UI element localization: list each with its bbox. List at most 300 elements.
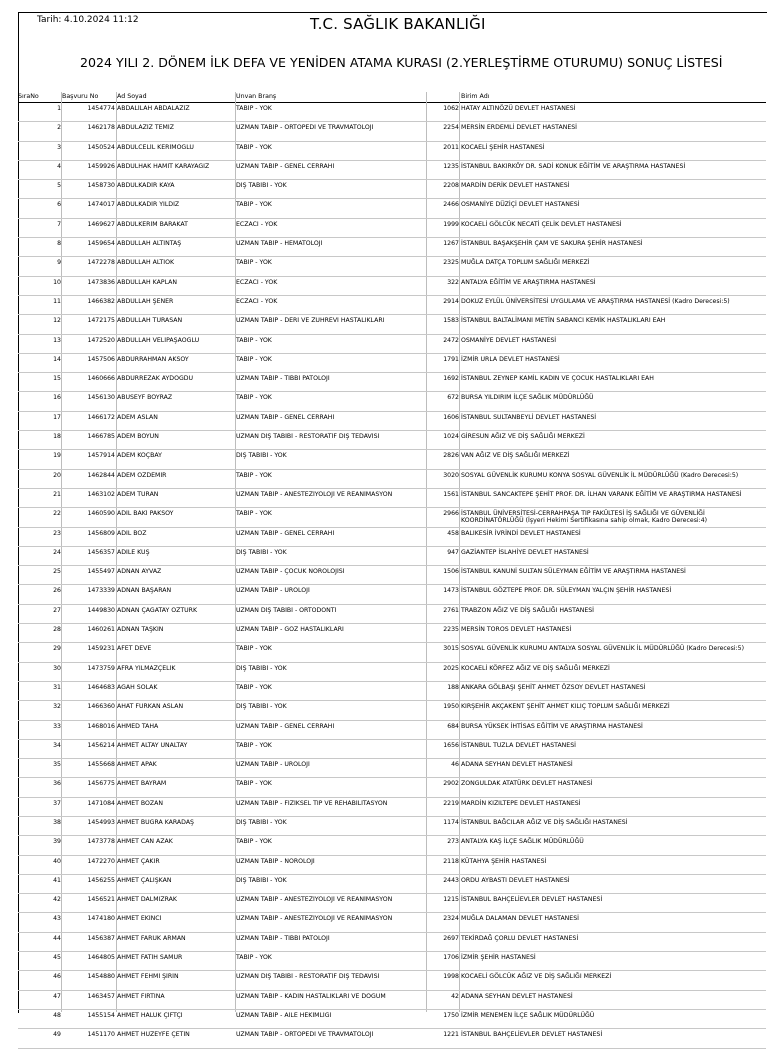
- birim-kodu-cell: 322: [447, 278, 459, 286]
- birim-adi-cell: VAN AĞIZ VE DİŞ SAĞLIĞI MERKEZİ: [461, 452, 570, 460]
- birim-kodu-cell: 2443: [443, 876, 459, 884]
- ad-soyad-cell: ADEM ÖZDEMİR: [117, 471, 167, 479]
- unvan-brans-cell: UZMAN TABİP - GÖZ HASTALIKLARI: [236, 626, 344, 634]
- basvuru-no-cell: 1456357: [87, 548, 115, 556]
- basvuru-no-cell: 1456521: [87, 896, 115, 904]
- sira-no-cell: 10: [53, 278, 61, 286]
- unvan-brans-cell: TABİP - YOK: [236, 259, 272, 267]
- table-row: [18, 721, 766, 740]
- birim-adi-cell: OSMANİYE DEVLET HASTANESİ: [461, 336, 557, 344]
- ad-soyad-cell: ABUSEYF BOYRAZ: [117, 394, 173, 402]
- unvan-brans-cell: TABİP - YOK: [236, 954, 272, 962]
- table-row: [18, 489, 766, 508]
- birim-adi-cell: İZMİR MENEMEN İLÇE SAĞLIK MÜDÜRLÜĞÜ: [461, 1011, 595, 1019]
- table-row: [18, 392, 766, 411]
- ad-soyad-cell: AHMET APAK: [117, 761, 157, 769]
- ad-soyad-cell: AHMET ÇALIŞKAN: [117, 876, 172, 884]
- ad-soyad-cell: ADEM KOÇBAY: [117, 452, 162, 460]
- unvan-brans-cell: UZMAN TABİP - KADIN HASTALIKLARI VE DOĞUM: [236, 992, 386, 1000]
- table-row: [18, 354, 766, 373]
- basvuru-no-cell: 1449830: [87, 606, 115, 614]
- sira-no-cell: 23: [53, 529, 61, 537]
- birim-kodu-cell: 672: [447, 394, 459, 402]
- table-row: [18, 161, 766, 180]
- ad-soyad-cell: ABDULLAH ALTIOK: [117, 259, 175, 267]
- birim-kodu-cell: 2324: [443, 915, 459, 923]
- ad-soyad-cell: AHMET FARUK ARMAN: [117, 934, 186, 942]
- basvuru-no-cell: 1473836: [87, 278, 115, 286]
- ad-soyad-cell: AHMET EKİNCİ: [117, 915, 162, 923]
- birim-kodu-cell: 1706: [443, 954, 459, 962]
- birim-kodu-cell: 1235: [443, 162, 459, 170]
- basvuru-no-cell: 1466172: [87, 413, 115, 421]
- birim-kodu-cell: 2219: [443, 799, 459, 807]
- birim-adi-cell: İSTANBUL BAHÇELİEVLER DEVLET HASTANESİ: [461, 896, 603, 904]
- unvan-brans-cell: DİŞ TABİBİ - YOK: [236, 703, 287, 711]
- unvan-brans-cell: UZMAN TABİP - ANESTEZİYOLOJİ VE REANİMASYON: [236, 915, 393, 923]
- sira-no-cell: 25: [53, 568, 61, 576]
- birim-adi-cell: İSTANBUL BAŞAKŞEHİR ÇAM VE SAKURA ŞEHİR HASTANESİ: [461, 240, 643, 248]
- birim-adi-cell: KIRŞEHİR AKÇAKENT ŞEHİT AHMET KILIÇ TOPLUM SAĞLIĞI MERKEZİ: [461, 703, 670, 711]
- unvan-brans-cell: UZMAN TABİP - ORTOPEDİ VE TRAVMATOLOJİ: [236, 124, 374, 132]
- birim-adi-cell: ANTALYA EĞİTİM VE ARAŞTIRMA HASTANESİ: [461, 278, 596, 286]
- birim-kodu-cell: 2118: [443, 857, 459, 865]
- table-row: [18, 740, 766, 759]
- unvan-brans-cell: TABİP - YOK: [236, 336, 272, 344]
- birim-kodu-cell: 1024: [443, 433, 459, 441]
- basvuru-no-cell: 1456809: [87, 529, 115, 537]
- unvan-brans-cell: UZMAN DİŞ TABİBİ - ORTODONTİ: [236, 606, 337, 614]
- table-row: [18, 199, 766, 218]
- sira-no-cell: 43: [53, 915, 61, 923]
- birim-adi-cell: MARDİN DERİK DEVLET HASTANESİ: [461, 182, 570, 190]
- unvan-brans-cell: UZMAN TABİP - TIBBİ PATOLOJİ: [236, 375, 330, 383]
- ad-soyad-cell: AHMET BOZAN: [117, 799, 163, 807]
- birim-kodu-cell: 1174: [443, 818, 459, 826]
- basvuru-no-cell: 1463102: [87, 490, 115, 498]
- basvuru-no-cell: 1454880: [87, 973, 115, 981]
- basvuru-no-cell: 1456214: [87, 741, 115, 749]
- birim-adi-cell: İSTANBUL BAHÇELİEVLER DEVLET HASTANESİ: [461, 1031, 603, 1039]
- unvan-brans-cell: UZMAN TABİP - DERİ VE ZÜHREVİ HASTALIKLARI: [236, 317, 385, 325]
- ad-soyad-cell: AHMET BUĞRA KARADAŞ: [117, 818, 194, 826]
- unvan-brans-cell: UZMAN TABİP - ÜROLOJİ: [236, 587, 310, 595]
- unvan-brans-cell: TABİP - YOK: [236, 510, 272, 518]
- table-row: [18, 605, 766, 624]
- birim-kodu-cell: 2025: [443, 664, 459, 672]
- ad-soyad-cell: ABDULHAK HAMİT KARAYAĞIZ: [117, 162, 210, 170]
- birim-kodu-cell: 1791: [443, 355, 459, 363]
- basvuru-no-cell: 1456130: [87, 394, 115, 402]
- birim-kodu-cell: 1583: [443, 317, 459, 325]
- sira-no-cell: 1: [57, 105, 61, 112]
- table-row: [18, 663, 766, 682]
- table-row: [18, 296, 766, 315]
- ad-soyad-cell: AHMET CAN AZAK: [117, 838, 173, 846]
- basvuru-no-cell: 1451170: [87, 1031, 115, 1039]
- sira-no-cell: 16: [53, 394, 61, 402]
- unvan-brans-cell: UZMAN TABİP - ANESTEZİYOLOJİ VE REANİMASYON: [236, 896, 393, 904]
- unvan-brans-cell: TABİP - YOK: [236, 143, 272, 151]
- ad-soyad-cell: AFET DEVE: [117, 645, 152, 653]
- ad-soyad-cell: ADİL BAKİ PAKSOY: [117, 510, 174, 518]
- birim-adi-cell: MUĞLA DATÇA TOPLUM SAĞLIĞI MERKEZİ: [461, 259, 590, 267]
- birim-adi-cell: SOSYAL GÜVENLİK KURUMU ANTALYA SOSYAL GÜVENLİK İL MÜDÜRLÜĞÜ (Kadro Derecesi:5): [461, 645, 744, 653]
- table-row: [18, 142, 766, 161]
- ad-soyad-cell: ABDULLAH ŞENER: [117, 297, 174, 305]
- ad-soyad-cell: AGAH SOLAK: [117, 683, 158, 691]
- sira-no-cell: 2: [57, 124, 61, 132]
- table-row: [18, 778, 766, 797]
- table-row: [18, 585, 766, 604]
- birim-kodu-cell: 1215: [443, 896, 459, 904]
- sira-no-cell: 49: [53, 1031, 61, 1039]
- unvan-brans-cell: TABİP - YOK: [236, 201, 272, 209]
- ad-soyad-cell: ADNAN AYVAZ: [117, 568, 162, 576]
- basvuru-no-cell: 1457506: [87, 355, 115, 363]
- sira-no-cell: 29: [53, 645, 61, 653]
- birim-adi-cell: MERSİN TOROS DEVLET HASTANESİ: [461, 626, 572, 634]
- table-row: [18, 470, 766, 489]
- sira-no-cell: 6: [57, 201, 61, 209]
- table-row: [18, 508, 766, 527]
- basvuru-no-cell: 1460666: [87, 375, 115, 383]
- birim-kodu-cell: 2254: [443, 124, 459, 132]
- birim-adi-cell: İSTANBUL ÜNİVERSİTESİ-CERRAHPAŞA TIP FAKÜLTESİ İŞ SAĞLIĞI VE GÜVENLİĞİ KOORDİNATÖRLÜĞÜ (İşyeri Hekimi Sertifikasına sahip olmak, Kadro Derecesi:4): [461, 510, 708, 525]
- birim-kodu-cell: 1062: [443, 105, 459, 112]
- birim-adi-cell: ADANA SEYHAN DEVLET HASTANESİ: [461, 761, 573, 769]
- sira-no-cell: 20: [53, 471, 61, 479]
- basvuru-no-cell: 1469627: [87, 220, 115, 228]
- table-row: [18, 103, 766, 122]
- sira-no-cell: 9: [57, 259, 61, 267]
- basvuru-no-cell: 1457914: [87, 452, 115, 460]
- birim-kodu-cell: 684: [447, 722, 459, 730]
- birim-adi-cell: ORDU AYBASTI DEVLET HASTANESİ: [461, 876, 570, 884]
- ad-soyad-cell: ABDULAZİZ TEMİZ: [117, 124, 174, 132]
- table-row: [18, 566, 766, 585]
- basvuru-no-cell: 1472520: [87, 336, 115, 344]
- birim-kodu-cell: 2914: [443, 297, 459, 305]
- birim-kodu-cell: 273: [447, 838, 459, 846]
- sira-no-cell: 15: [53, 375, 61, 383]
- basvuru-no-cell: 1455154: [87, 1011, 115, 1019]
- birim-adi-cell: KOCAELİ GÖLCÜK NECATİ ÇELİK DEVLET HASTANESİ: [461, 220, 622, 228]
- basvuru-no-cell: 1473778: [87, 838, 115, 846]
- birim-adi-cell: ZONGULDAK ATATÜRK DEVLET HASTANESİ: [461, 780, 593, 788]
- ad-soyad-cell: ABDULKADİR KAYA: [117, 182, 175, 190]
- table-row: [18, 450, 766, 469]
- unvan-brans-cell: DİŞ TABİBİ - YOK: [236, 452, 287, 460]
- birim-adi-cell: BURSA YILDIRIM İLÇE SAĞLIK MÜDÜRLÜĞÜ: [461, 394, 594, 402]
- birim-kodu-cell: 2466: [443, 201, 459, 209]
- unvan-brans-cell: UZMAN TABİP - NÖROLOJİ: [236, 857, 315, 865]
- birim-adi-cell: ANKARA GÖLBAŞI ŞEHİT AHMET ÖZSOY DEVLET HASTANESİ: [461, 683, 646, 691]
- column-header-sira-no: SıraNo: [18, 93, 39, 100]
- unvan-brans-cell: ECZACI - YOK: [236, 278, 278, 286]
- birim-adi-cell: KOCAELİ ŞEHİR HASTANESİ: [461, 143, 545, 151]
- table-row: [18, 1010, 766, 1029]
- table-row: [18, 798, 766, 817]
- ad-soyad-cell: ABDULLAH TURASAN: [117, 317, 183, 325]
- sira-no-cell: 44: [53, 934, 61, 942]
- birim-adi-cell: ADANA SEYHAN DEVLET HASTANESİ: [461, 992, 573, 1000]
- birim-adi-cell: İSTANBUL BALTALİMANI METİN SABANCI KEMİK HASTALIKLARI EAH: [461, 317, 666, 325]
- birim-adi-cell: İZMİR URLA DEVLET HASTANESİ: [461, 355, 560, 363]
- basvuru-no-cell: 1460590: [87, 510, 115, 518]
- basvuru-no-cell: 1473339: [87, 587, 115, 595]
- table-header: [18, 92, 766, 103]
- birim-kodu-cell: 1656: [443, 741, 459, 749]
- birim-kodu-cell: 1998: [443, 973, 459, 981]
- birim-adi-cell: DOKUZ EYLÜL ÜNİVERSİTESİ UYGULAMA VE ARAŞTIRMA HASTANESİ (Kadro Derecesi:5): [461, 297, 730, 305]
- birim-kodu-cell: 42: [451, 992, 459, 1000]
- birim-adi-cell: HATAY ALTINÖZÜ DEVLET HASTANESİ: [461, 105, 576, 112]
- ad-soyad-cell: ABDURREZAK AYDOĞDU: [117, 375, 194, 383]
- birim-kodu-cell: 1692: [443, 375, 459, 383]
- birim-adi-cell: GİRESUN AĞIZ VE DİŞ SAĞLIĞI MERKEZİ: [461, 433, 585, 441]
- sira-no-cell: 39: [53, 838, 61, 846]
- birim-kodu-cell: 2761: [443, 606, 459, 614]
- birim-kodu-cell: 1950: [443, 703, 459, 711]
- table-row: [18, 643, 766, 662]
- sira-no-cell: 27: [53, 606, 61, 614]
- birim-adi-cell: TRABZON AĞIZ VE DİŞ SAĞLIĞI HASTANESİ: [461, 606, 595, 614]
- basvuru-no-cell: 1466785: [87, 433, 115, 441]
- table-row: [18, 412, 766, 431]
- unvan-brans-cell: DİŞ TABİBİ - YOK: [236, 876, 287, 884]
- ad-soyad-cell: ABDURRAHMAN AKSOY: [117, 355, 189, 363]
- table-row: [18, 933, 766, 952]
- unvan-brans-cell: DİŞ TABİBİ - YOK: [236, 548, 287, 556]
- ad-soyad-cell: AHMET BAYRAM: [117, 780, 167, 788]
- birim-kodu-cell: 1221: [443, 1031, 459, 1039]
- ad-soyad-cell: ADEM BOYUN: [117, 433, 159, 441]
- ad-soyad-cell: AHMET FIRTINA: [117, 992, 165, 1000]
- table-row: [18, 431, 766, 450]
- sira-no-cell: 17: [53, 413, 61, 421]
- birim-adi-cell: SOSYAL GÜVENLİK KURUMU KONYA SOSYAL GÜVENLİK İL MÜDÜRLÜĞÜ (Kadro Derecesi:5): [461, 471, 739, 479]
- unvan-brans-cell: TABİP - YOK: [236, 645, 272, 653]
- ad-soyad-cell: AHMET HALUK ÇİFTÇİ: [117, 1011, 183, 1019]
- ad-soyad-cell: ADİL BOZ: [117, 529, 147, 537]
- table-row: [18, 257, 766, 276]
- sira-no-cell: 42: [53, 896, 61, 904]
- birim-kodu-cell: 1506: [443, 568, 459, 576]
- sira-no-cell: 22: [53, 510, 61, 518]
- ad-soyad-cell: ABDULLAH VELİPAŞAOĞLU: [117, 336, 200, 344]
- unvan-brans-cell: TABİP - YOK: [236, 355, 272, 363]
- basvuru-no-cell: 1466360: [87, 703, 115, 711]
- sira-no-cell: 46: [53, 973, 61, 981]
- birim-kodu-cell: 1750: [443, 1011, 459, 1019]
- birim-adi-cell: İSTANBUL TUZLA DEVLET HASTANESİ: [461, 741, 576, 749]
- unvan-brans-cell: UZMAN TABİP - HEMATOLOJİ: [236, 240, 323, 248]
- basvuru-no-cell: 1455668: [87, 761, 115, 769]
- table-row: [18, 180, 766, 199]
- basvuru-no-cell: 1464683: [87, 683, 115, 691]
- basvuru-no-cell: 1466382: [87, 297, 115, 305]
- sira-no-cell: 3: [57, 143, 61, 151]
- basvuru-no-cell: 1458730: [87, 182, 115, 190]
- table-row: [18, 952, 766, 971]
- sira-no-cell: 7: [57, 220, 61, 228]
- ad-soyad-cell: ADNAN TAŞKIN: [117, 626, 164, 634]
- birim-kodu-cell: 2472: [443, 336, 459, 344]
- unvan-brans-cell: TABİP - YOK: [236, 683, 272, 691]
- basvuru-no-cell: 1462844: [87, 471, 115, 479]
- sira-no-cell: 13: [53, 336, 61, 344]
- unvan-brans-cell: UZMAN DİŞ TABİBİ - RESTORATİF DİŞ TEDAVİSİ: [236, 433, 380, 441]
- birim-adi-cell: MUĞLA DALAMAN DEVLET HASTANESİ: [461, 915, 579, 923]
- birim-kodu-cell: 46: [451, 761, 459, 769]
- birim-adi-cell: KOCAELİ GÖLCÜK AĞIZ VE DİŞ SAĞLIĞI MERKEZİ: [461, 973, 612, 981]
- birim-kodu-cell: 2966: [443, 510, 459, 518]
- birim-kodu-cell: 188: [447, 683, 459, 691]
- birim-adi-cell: İSTANBUL SANCAKTEPE ŞEHİT PROF. DR. İLHAN VARANK EĞİTİM VE ARAŞTIRMA HASTANESİ: [461, 490, 742, 498]
- table-row: [18, 219, 766, 238]
- column-header-ad-soyad: Ad Soyad: [117, 93, 147, 100]
- sira-no-cell: 19: [53, 452, 61, 460]
- birim-adi-cell: TEKİRDAĞ ÇORLU DEVLET HASTANESİ: [461, 934, 579, 942]
- sira-no-cell: 11: [53, 297, 61, 305]
- birim-kodu-cell: 1267: [443, 240, 459, 248]
- date-value: 4.10.2024 11:12: [64, 15, 139, 25]
- basvuru-no-cell: 1474180: [87, 915, 115, 923]
- table-row: [18, 836, 766, 855]
- unvan-brans-cell: UZMAN TABİP - ANESTEZİYOLOJİ VE REANİMASYON: [236, 490, 393, 498]
- table-row: [18, 315, 766, 334]
- ad-soyad-cell: AHMET ÇAKIR: [117, 857, 160, 865]
- sira-no-cell: 47: [53, 992, 61, 1000]
- ad-soyad-cell: AHMET DALMIZRAK: [117, 896, 177, 904]
- sira-no-cell: 36: [53, 780, 61, 788]
- table-row: [18, 817, 766, 836]
- table-row: [18, 913, 766, 932]
- basvuru-no-cell: 1472270: [87, 857, 115, 865]
- table-row: [18, 701, 766, 720]
- sira-no-cell: 4: [57, 162, 61, 170]
- date-label: Tarih:: [37, 15, 62, 25]
- ad-soyad-cell: AHMET HUZEYFE ÇETİN: [117, 1031, 190, 1039]
- unvan-brans-cell: TABİP - YOK: [236, 394, 272, 402]
- unvan-brans-cell: UZMAN TABİP - GENEL CERRAHİ: [236, 162, 335, 170]
- unvan-brans-cell: ECZACI - YOK: [236, 220, 278, 228]
- ad-soyad-cell: ADEM ASLAN: [117, 413, 158, 421]
- table-row: [18, 894, 766, 913]
- birim-adi-cell: İSTANBUL ZEYNEP KAMİL KADIN VE ÇOCUK HASTALIKLARI EAH: [461, 375, 654, 383]
- table-row: [18, 624, 766, 643]
- unvan-brans-cell: UZMAN TABİP - FİZİKSEL TIP VE REHABİLİTASYON: [236, 799, 388, 807]
- unvan-brans-cell: TABİP - YOK: [236, 105, 272, 112]
- ad-soyad-cell: ABDULKADİR YILDIZ: [117, 201, 180, 209]
- birim-adi-cell: ANTALYA KAŞ İLÇE SAĞLIK MÜDÜRLÜĞÜ: [461, 838, 584, 846]
- table-row: [18, 335, 766, 354]
- basvuru-no-cell: 1462178: [87, 124, 115, 132]
- birim-kodu-cell: 1561: [443, 490, 459, 498]
- basvuru-no-cell: 1472175: [87, 317, 115, 325]
- ad-soyad-cell: ABDULKERİM BARAKAT: [117, 220, 188, 228]
- unvan-brans-cell: UZMAN TABİP - ÜROLOJİ: [236, 761, 310, 769]
- birim-kodu-cell: 2697: [443, 934, 459, 942]
- unvan-brans-cell: TABİP - YOK: [236, 838, 272, 846]
- unvan-brans-cell: DİŞ TABİBİ - YOK: [236, 664, 287, 672]
- birim-kodu-cell: 1473: [443, 587, 459, 595]
- ad-soyad-cell: AHAT FURKAN ASLAN: [117, 703, 184, 711]
- table-row: [18, 856, 766, 875]
- basvuru-no-cell: 1460261: [87, 626, 115, 634]
- birim-kodu-cell: 3015: [443, 645, 459, 653]
- birim-kodu-cell: 2826: [443, 452, 459, 460]
- sira-no-cell: 48: [53, 1011, 61, 1019]
- unvan-brans-cell: UZMAN TABİP - ÇOCUK NÖROLOJİSİ: [236, 568, 345, 576]
- basvuru-no-cell: 1454993: [87, 818, 115, 826]
- unvan-brans-cell: UZMAN TABİP - ORTOPEDİ VE TRAVMATOLOJİ: [236, 1031, 374, 1039]
- basvuru-no-cell: 1459231: [87, 645, 115, 653]
- birim-adi-cell: İSTANBUL KANUNİ SULTAN SÜLEYMAN EĞİTİM VE ARAŞTIRMA HASTANESİ: [461, 568, 686, 576]
- basvuru-no-cell: 1468016: [87, 722, 115, 730]
- table-row: [18, 875, 766, 894]
- sira-no-cell: 5: [57, 182, 61, 190]
- basvuru-no-cell: 1459654: [87, 240, 115, 248]
- ad-soyad-cell: ABDULCELİL KERİMOĞLU: [117, 143, 194, 151]
- birim-adi-cell: BURSA YÜKSEK İHTİSAS EĞİTİM VE ARAŞTIRMA HASTANESİ: [461, 722, 643, 730]
- birim-adi-cell: BALIKESİR İVRİNDİ DEVLET HASTANESİ: [461, 529, 581, 537]
- birim-adi-cell: İSTANBUL BAKIRKÖY DR. SADİ KONUK EĞİTİM VE ARAŞTIRMA HASTANESİ: [461, 162, 686, 170]
- unvan-brans-cell: DİŞ TABİBİ - YOK: [236, 818, 287, 826]
- table-row: [18, 122, 766, 141]
- birim-adi-cell: MERSİN ERDEMLİ DEVLET HASTANESİ: [461, 124, 577, 132]
- ad-soyad-cell: ADNAN ÇAĞATAY ÖZTÜRK: [117, 606, 198, 614]
- birim-kodu-cell: 2235: [443, 626, 459, 634]
- sira-no-cell: 12: [53, 317, 61, 325]
- sira-no-cell: 32: [53, 703, 61, 711]
- table-row: [18, 971, 766, 990]
- birim-adi-cell: KOCAELİ KÖRFEZ AĞIZ VE DİŞ SAĞLIĞI MERKEZİ: [461, 664, 610, 672]
- unvan-brans-cell: UZMAN TABİP - GENEL CERRAHİ: [236, 413, 335, 421]
- ad-soyad-cell: ABDALİLAH ABDALAZİZ: [117, 105, 190, 112]
- sira-no-cell: 30: [53, 664, 61, 672]
- basvuru-no-cell: 1450524: [87, 143, 115, 151]
- birim-adi-cell: GAZİANTEP İSLAHİYE DEVLET HASTANESİ: [461, 548, 589, 556]
- ad-soyad-cell: AHMET ALTAY ÜNALTAY: [117, 741, 188, 749]
- column-header-birim-adi: Birim Adı: [461, 93, 490, 100]
- birim-kodu-cell: 2902: [443, 780, 459, 788]
- basvuru-no-cell: 1471084: [87, 799, 115, 807]
- page-title: T.C. SAĞLIK BAKANLIĞI: [310, 15, 486, 33]
- table-row: [18, 682, 766, 701]
- sira-no-cell: 37: [53, 799, 61, 807]
- table-row: [18, 528, 766, 547]
- basvuru-no-cell: 1454774: [87, 105, 115, 112]
- sira-no-cell: 21: [53, 490, 61, 498]
- unvan-brans-cell: UZMAN TABİP - GENEL CERRAHİ: [236, 529, 335, 537]
- unvan-brans-cell: DİŞ TABİBİ - YOK: [236, 182, 287, 190]
- ad-soyad-cell: ADEM TURAN: [117, 490, 159, 498]
- birim-adi-cell: KÜTAHYA ŞEHİR HASTANESİ: [461, 857, 547, 865]
- results-table: [18, 103, 766, 1049]
- column-header-basvuru-no: Başvuru No: [62, 93, 99, 100]
- sira-no-cell: 38: [53, 818, 61, 826]
- basvuru-no-cell: 1455497: [87, 568, 115, 576]
- ad-soyad-cell: ADİLE KUŞ: [117, 548, 150, 556]
- table-row: [18, 991, 766, 1010]
- sira-no-cell: 14: [53, 355, 61, 363]
- sira-no-cell: 45: [53, 954, 61, 962]
- basvuru-no-cell: 1473759: [87, 664, 115, 672]
- ad-soyad-cell: AHMED TAHA: [117, 722, 159, 730]
- sira-no-cell: 26: [53, 587, 61, 595]
